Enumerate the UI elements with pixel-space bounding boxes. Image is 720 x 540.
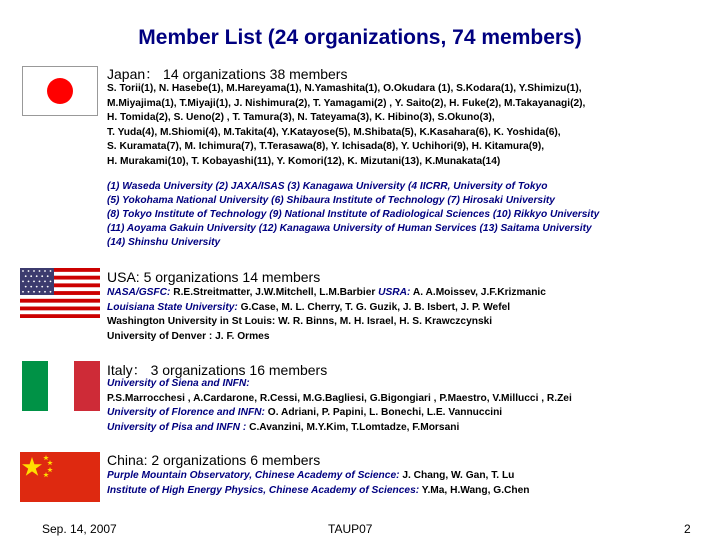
- china-flag-icon: [20, 452, 100, 502]
- japan-members-line: S. Torii(1), N. Hasebe(1), M.Hareyama(1), N.Yamashita(1), O.Okudara (1), S.Kodara(1), Y.Shimizu(1),: [107, 83, 582, 94]
- japan-university-line: (5) Yokohama National University (6) Shibaura Institute of Technology (7) Hirosaki University: [107, 195, 555, 206]
- italy-line: [107, 406, 572, 421]
- japan-members-line: H. Murakami(10), T. Kobayashi(11), Y. Komori(12), K. Mizutani(13), K.Munakata(14): [107, 155, 501, 167]
- institution-label: University of Siena and INFN:: [107, 378, 250, 389]
- japan-members-line: H. Tomida(2), S. Ueno(2) , T. Tamura(3), N. Tateyama(3), K. Hibino(3), S.Okuno(3),: [107, 112, 495, 124]
- footer-event: TAUP07: [328, 522, 373, 536]
- member-names: A. A.Moissev, J.F.Krizmanic: [410, 287, 546, 298]
- member-names: G.Case, M. L. Cherry, T. G. Guzik, J. B. Isbert, J. P. Wefel: [237, 301, 511, 313]
- institution-label: NASA/GSFC:: [107, 287, 171, 298]
- institution-label: USRA:: [378, 287, 411, 298]
- italy-heading: Italy： 3 organizations 16 members: [107, 362, 328, 378]
- japan-flag-icon: [22, 66, 98, 116]
- page-title: Member List (24 organizations, 74 members): [138, 26, 582, 49]
- usa-heading: USA: 5 organizations 14 members: [107, 269, 321, 285]
- japan-members-line: T. Yuda(4), M.Shiomi(4), M.Takita(4), Y.Katayose(5), M.Shibata(5), K.Kasahara(6), K. Yoshida(6),: [107, 126, 561, 138]
- member-names: Y.Ma, H.Wang, G.Chen: [419, 484, 530, 496]
- usa-line: [107, 301, 546, 316]
- member-names: P.S.Marrocchesi , A.Cardarone, R.Cessi, M.G.Bagliesi, G.Bigongiari , P.Maestro, V.Millucci , R.Zei: [107, 392, 572, 404]
- japan-members-line: M.Miyajima(1), T.Miyaji(1), J. Nishimura(2), T. Yamagami(2) , Y. Saito(2), H. Fuke(2), M.Takayanagi(2),: [107, 97, 586, 109]
- usa-line: [107, 315, 546, 330]
- member-names: Washington University in St Louis: W. R. Binns, M. H. Israel, H. S. Krawczcynski: [107, 316, 493, 328]
- japan-university-line: (14) Shinshu University: [107, 237, 221, 248]
- member-names: R.E.Streitmatter, J.W.Mitchell, L.M.Barbier: [170, 287, 379, 298]
- japan-university-line: (1) Waseda University (2) JAXA/ISAS (3) Kanagawa University (4 IICRR, University of Tokyo: [107, 181, 548, 192]
- member-names: University of Denver : J. F. Ormes: [107, 330, 270, 342]
- member-names: O. Adriani, P. Papini, L. Bonechi, L.E. Vannuccini: [264, 407, 503, 419]
- usa-members: [107, 286, 546, 344]
- china-line: [107, 484, 530, 499]
- italy-line: [107, 421, 572, 436]
- japan-heading: Japan： 14 organizations 38 members: [107, 66, 348, 82]
- china-members: [107, 469, 530, 498]
- usa-flag-icon: [20, 268, 100, 318]
- usa-line: [107, 286, 546, 301]
- institution-label: Louisiana State University:: [107, 301, 238, 313]
- institution-label: Purple Mountain Observatory, Chinese Academy of Science:: [107, 470, 400, 481]
- footer-page-number: 2: [684, 522, 691, 536]
- italy-members: [107, 377, 572, 435]
- member-names: J. Chang, W. Gan, T. Lu: [399, 470, 515, 481]
- japan-universities: [107, 180, 599, 250]
- institution-label: Institute of High Energy Physics, Chinese Academy of Sciences:: [107, 484, 420, 496]
- japan-members: [107, 82, 585, 170]
- japan-university-line: (11) Aoyama Gakuin University (12) Kanagawa University of Human Services (13) Saitama University: [107, 223, 592, 234]
- italy-flag-icon: [22, 361, 100, 411]
- italy-line: [107, 392, 572, 407]
- member-names: C.Avanzini, M.Y.Kim, T.Lomtadze, F.Morsani: [246, 421, 460, 433]
- usa-line: [107, 330, 546, 345]
- footer-date: Sep. 14, 2007: [42, 522, 117, 536]
- italy-line: [107, 377, 572, 392]
- china-line: [107, 469, 530, 484]
- japan-members-line: S. Kuramata(7), M. Ichimura(7), T.Terasawa(8), Y. Ichisada(8), Y. Uchihori(9), H. Kitamura(9),: [107, 141, 545, 153]
- institution-label: University of Pisa and INFN :: [107, 421, 247, 433]
- china-heading: China: 2 organizations 6 members: [107, 452, 321, 468]
- institution-label: University of Florence and INFN:: [107, 407, 265, 419]
- japan-university-line: (8) Tokyo Institute of Technology (9) National Institute of Radiological Sciences (10) Rikkyo University: [107, 209, 600, 220]
